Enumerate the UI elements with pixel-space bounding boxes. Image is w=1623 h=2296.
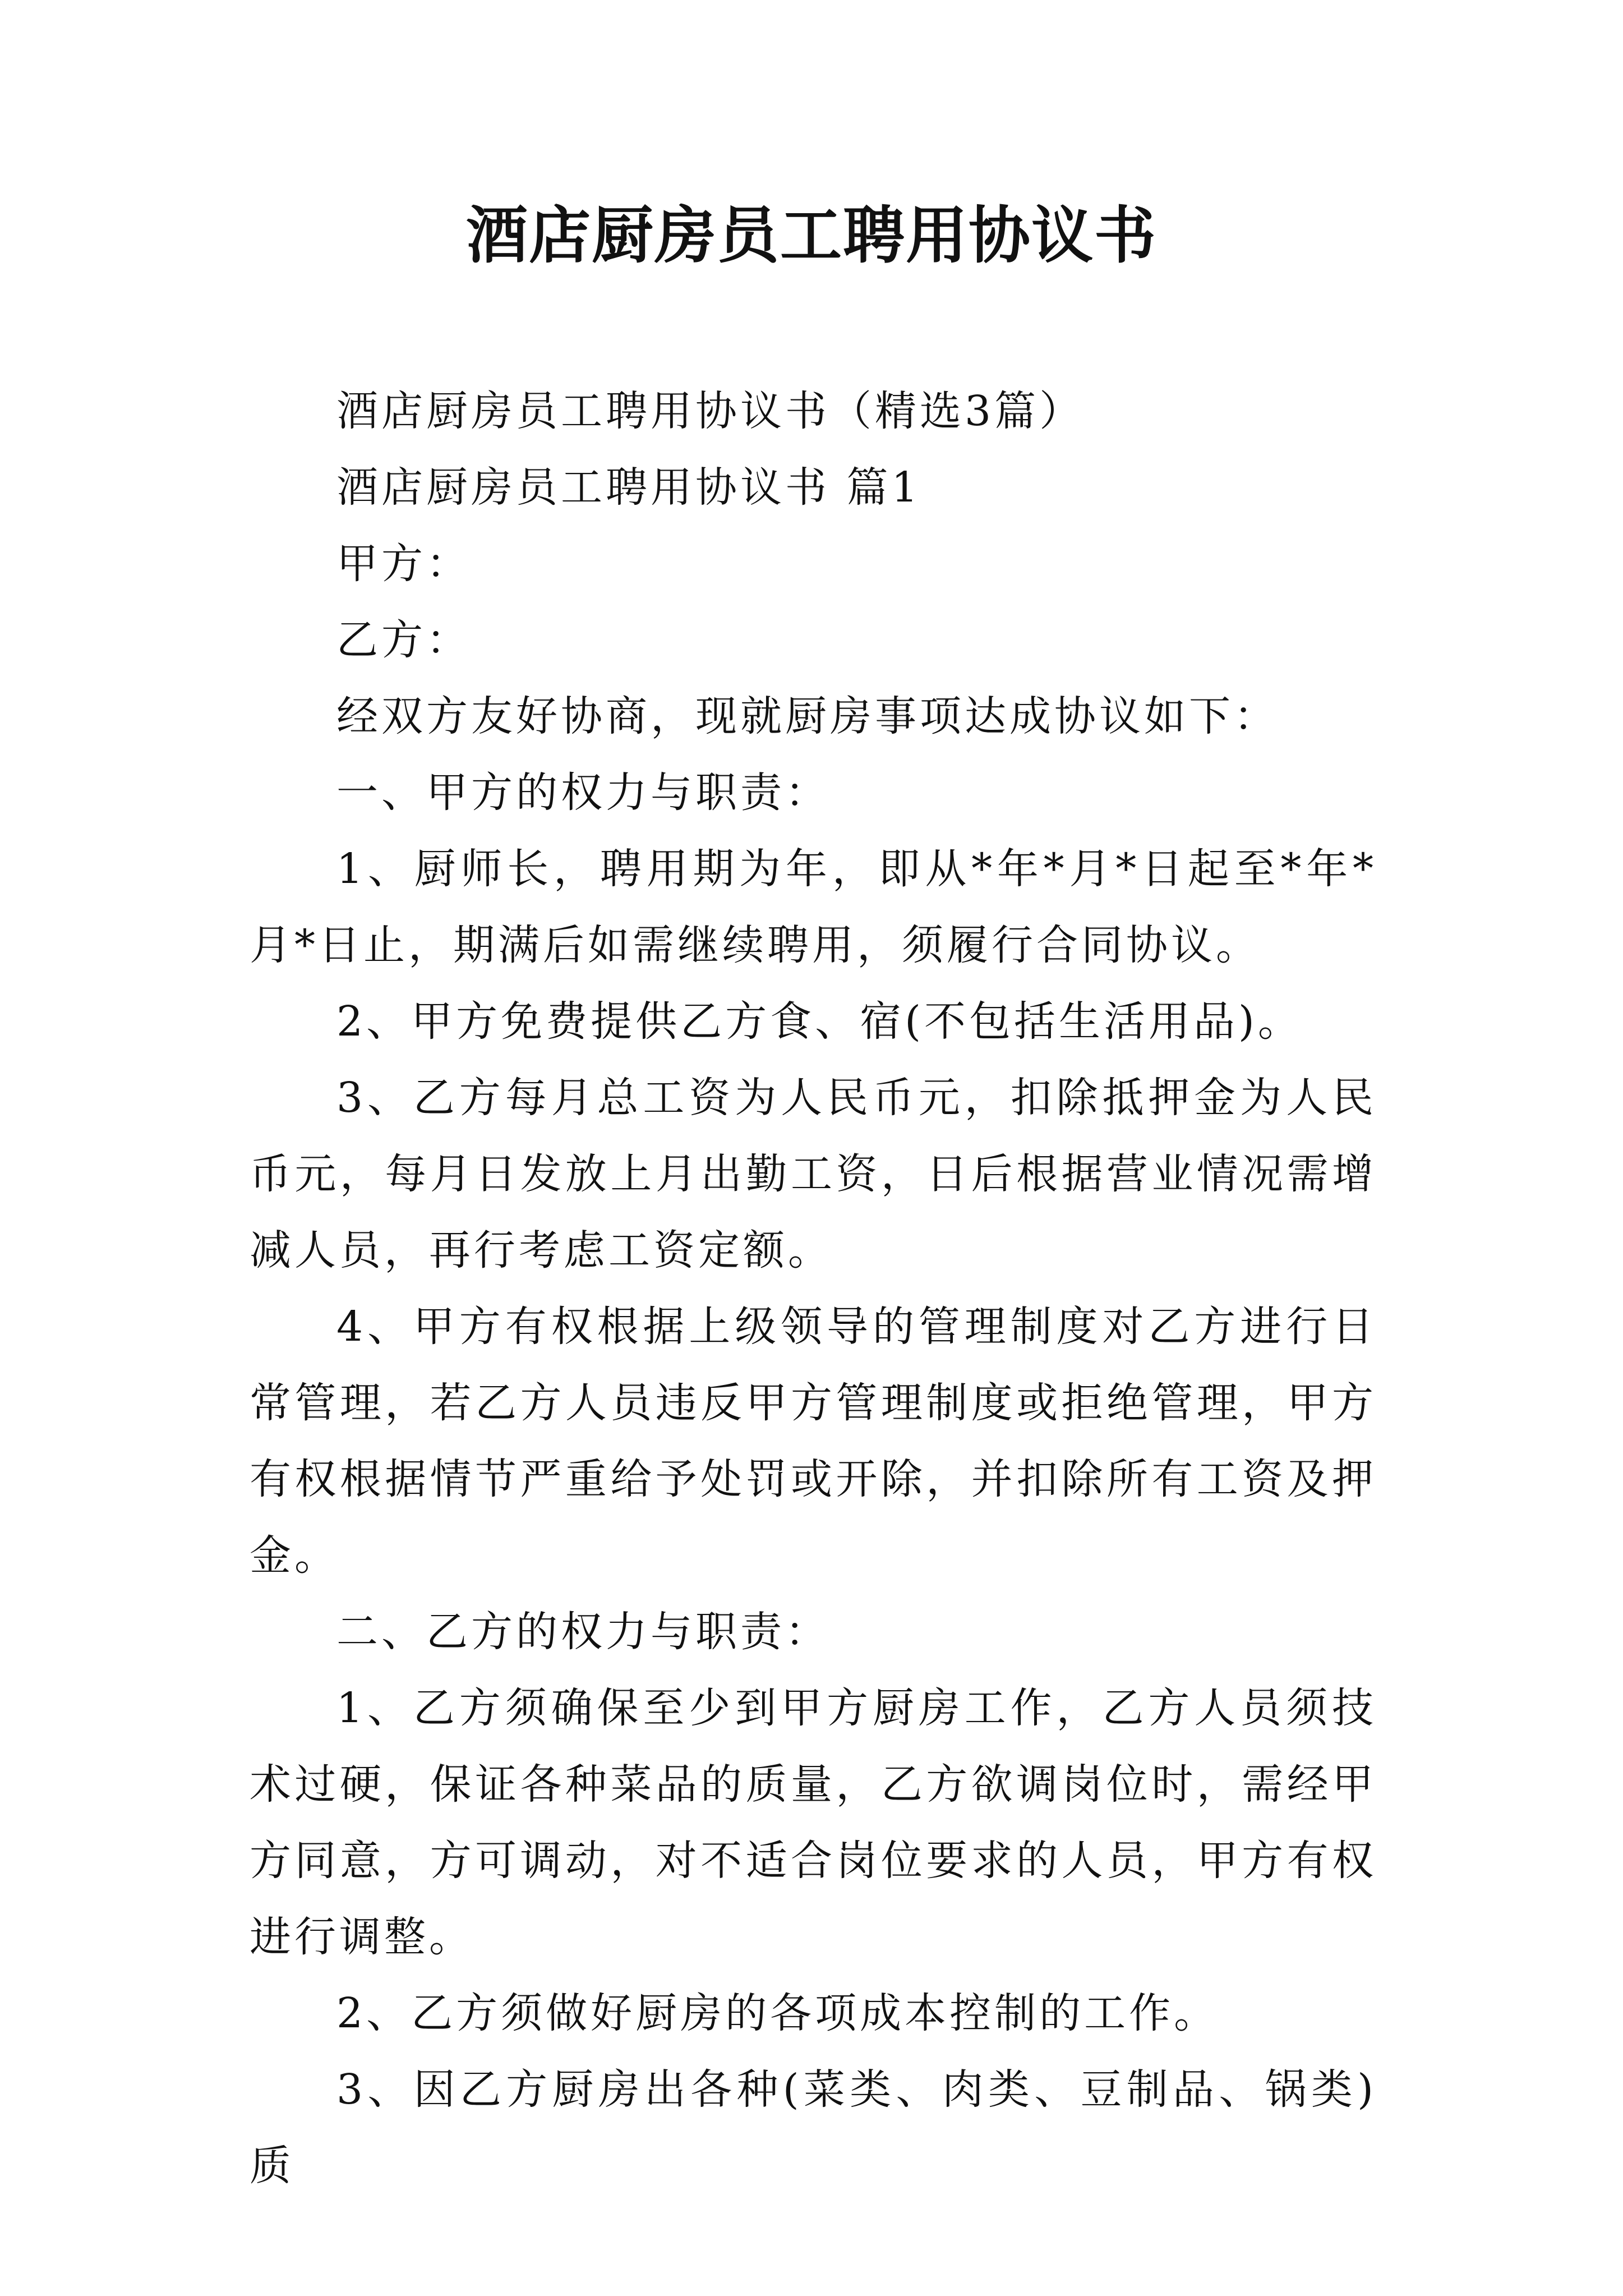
paragraph-party-a: 甲方： bbox=[336, 540, 471, 588]
paragraph-a-clause-4: 4、甲方有权根据上级领导的管理制度对乙方进行日常管理，若乙方人员违反甲方管理制度或拒绝管理，甲方有权根据情节严重给予处罚或开除，并扣除所有工资及押金。 bbox=[250, 1303, 1377, 1580]
document-body bbox=[250, 373, 1377, 2204]
paragraph-a-clause-3: 3、乙方每月总工资为人民币元，扣除抵押金为人民币元，每月日发放上月出勤工资，日后根据营业情况需增减人员，再行考虑工资定额。 bbox=[250, 1074, 1377, 1274]
paragraph-b-clause-2: 2、乙方须做好厨房的各项成本控制的工作。 bbox=[336, 1989, 1219, 2037]
paragraph-heading-party-a: 一、甲方的权力与职责： bbox=[336, 769, 830, 817]
paragraph-party-b: 乙方： bbox=[336, 616, 471, 664]
paragraph-b-clause-3: 3、因乙方厨房出各种(菜类、肉类、豆制品、锅类)质 bbox=[250, 2065, 1377, 2190]
paragraph-intro: 经双方友好协商，现就厨房事项达成协议如下： bbox=[336, 692, 1279, 740]
paragraph-b-clause-1: 1、乙方须确保至少到甲方厨房工作，乙方人员须技术过硬，保证各种菜品的质量，乙方欲调岗位时，需经甲方同意，方可调动，对不适合岗位要求的人员，甲方有权进行调整。 bbox=[250, 1684, 1377, 1961]
paragraph-section-heading: 酒店厨房员工聘用协议书 篇1 bbox=[336, 463, 921, 512]
document-title: 酒店厨房员工聘用协议书 bbox=[466, 199, 1157, 272]
paragraph-heading-party-b: 二、乙方的权力与职责： bbox=[336, 1608, 830, 1656]
paragraph-subtitle: 酒店厨房员工聘用协议书（精选3篇） bbox=[336, 387, 1085, 435]
paragraph-a-clause-1: 1、厨师长，聘用期为年，即从*年*月*日起至*年*月*日止，期满后如需继续聘用，须履行合同协议。 bbox=[250, 845, 1377, 969]
paragraph-a-clause-2: 2、甲方免费提供乙方食、宿(不包括生活用品)。 bbox=[336, 997, 1303, 1046]
